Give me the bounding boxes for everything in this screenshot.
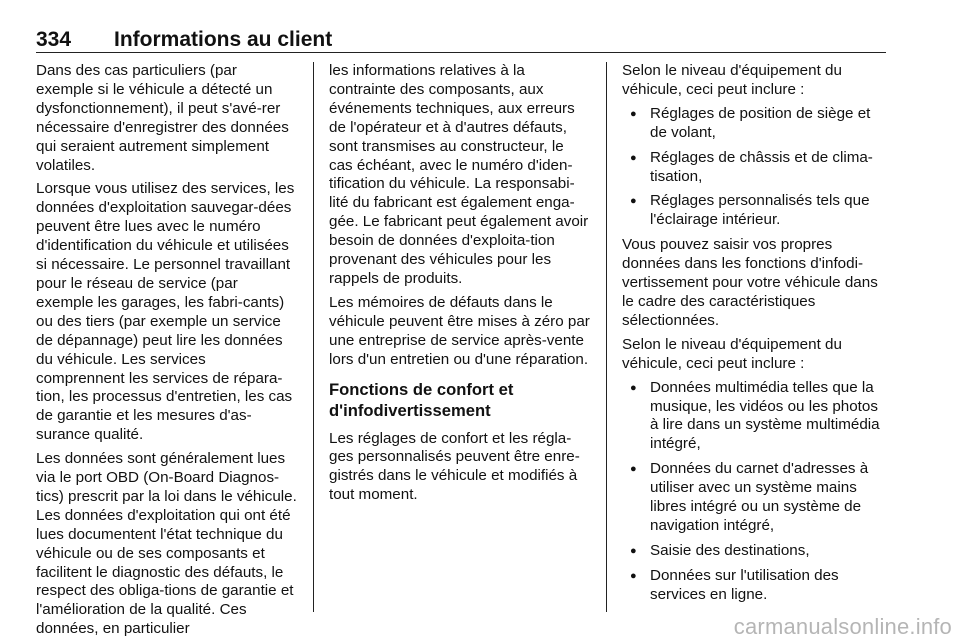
bullet-list	[622, 105, 888, 230]
column-left	[36, 62, 298, 638]
list-item: ● Saisie des destinations,	[622, 542, 888, 561]
bullet-list	[622, 379, 888, 605]
paragraph: Lorsque vous utilisez des services, les données d'exploitation sauvegar-dées peuvent être lues avec le numéro d'identification du véhicule et utilisées si nécessaire. Le personnel travaillant pour le réseau de service (par exemple les garages, les fabri-cants) ou des tiers (par exemple un service de dépannage) peut lire les données du véhicule. Les services comprennent les services de répara-tion, les processus d'entretien, les cas de garantie et les mesures d'as-surance qualité.	[36, 180, 295, 444]
list-item: ● Réglages de position de siège et de volant,	[622, 105, 888, 143]
column-right	[622, 62, 888, 612]
column-middle	[329, 62, 591, 612]
page-number: 334	[36, 28, 72, 51]
watermark-text: carmanualsonline.info	[733, 614, 952, 639]
list-item: ● Données du carnet d'adresses à utiliser avec un système mains libres intégré ou un système de navigation intégré,	[622, 460, 888, 536]
paragraph: Les réglages de confort et les régla-ges personnalisés peuvent être enre-gistrés dans le véhicule et modifiés à tout moment.	[329, 429, 580, 504]
column-divider-left	[313, 62, 314, 612]
section-heading: Fonctions de confort et d'infodivertissement	[329, 379, 514, 420]
list-item: ● Données sur l'utilisation des services en ligne.	[622, 567, 888, 605]
paragraph: Les données sont généralement lues via le port OBD (On-Board Diagnos-tics) prescrit par la loi dans le véhicule. Les données d'exploitation qui ont été lues documentent l'état technique du véhicule ou de ses composants et facilitent le diagnostic des défauts, le respect des obliga-tions de garantie et l'amélioration de la qualité. Ces données, en particulier	[36, 450, 297, 638]
paragraph: Vous pouvez saisir vos propres données dans les fonctions d'infodi-vertissement pour votre véhicule dans le cadre des caractéristiques sélectionnées.	[622, 236, 878, 329]
paragraph: Selon le niveau d'équipement du véhicule, ceci peut inclure :	[622, 62, 842, 98]
paragraph: Dans des cas particuliers (par exemple si le véhicule a détecté un dysfonctionnement), il peut s'avé-rer nécessaire d'enregistrer des données qui seraient autrement simplement volatiles.	[36, 62, 289, 174]
page-header	[36, 26, 886, 53]
paragraph: Selon le niveau d'équipement du véhicule, ceci peut inclure :	[622, 335, 842, 372]
list-item: ● Données multimédia telles que la musique, les vidéos ou les photos à lire dans un système multimédia intégré,	[622, 379, 888, 455]
list-item: ● Réglages de châssis et de clima-tisation,	[622, 149, 888, 187]
paragraph: Les mémoires de défauts dans le véhicule peuvent être mises à zéro par une entreprise de service après-vente lors d'un entretien ou d'une réparation.	[329, 293, 590, 368]
page-title: Informations au client	[114, 28, 333, 51]
paragraph: les informations relatives à la contrainte des composants, aux événements techniques, aux erreurs de l'opérateur et à d'autres défauts, sont transmises au constructeur, le cas échéant, avec le numéro d'iden-tification du véhicule. La responsabi-lité du fabricant est également enga-gée. Le fabricant peut également avoir besoin de données d'exploita-tion provenant des véhicules pour les rappels de produits.	[329, 62, 589, 287]
column-divider-right	[606, 62, 607, 612]
list-item: ● Réglages personnalisés tels que l'éclairage intérieur.	[622, 192, 888, 230]
